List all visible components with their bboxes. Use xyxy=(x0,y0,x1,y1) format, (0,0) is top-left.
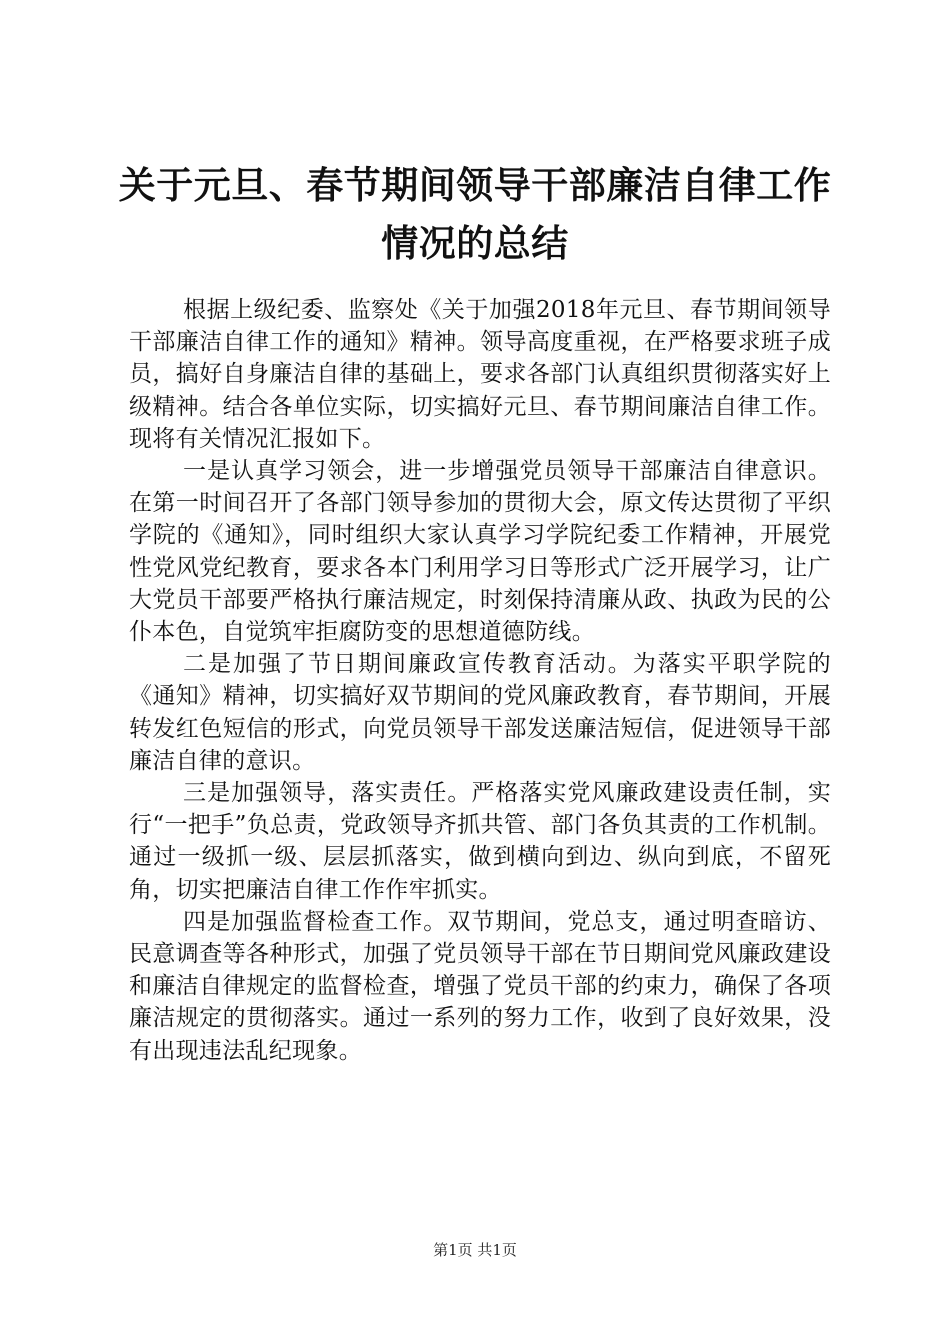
paragraph-point-1: 一是认真学习领会，进一步增强党员领导干部廉洁自律意识。在第一时间召开了各部门领导参加的贯彻大会，原文传达贯彻了平织学院的《通知》，同时组织大家认真学习学院纪委工作精神，开展党性党风党纪教育，要求各本门利用学习日等形式广泛开展学习，让广大党员干部要严格执行廉洁规定，时刻保持清廉从政、执政为民的公仆本色，自觉筑牢拒腐防变的思想道德防线。 xyxy=(129,458,831,646)
paragraph-point-2: 二是加强了节日期间廉政宣传教育活动。为落实平职学院的《通知》精神，切实搞好双节期间的党风廉政教育，春节期间，开展转发红色短信的形式，向党员领导干部发送廉洁短信，促进领导干部廉洁自律的意识。 xyxy=(129,651,831,774)
document-body xyxy=(129,294,831,1067)
document-title: 关于元旦、春节期间领导干部廉洁自律工作情况的总结 xyxy=(118,163,832,265)
paragraph-intro: 根据上级纪委、监察处《关于加强2018年元旦、春节期间领导干部廉洁自律工作的通知》精神。领导高度重视，在严格要求班子成员，搞好自身廉洁自律的基础上，要求各部门认真组织贯彻落实好上级精神。结合各单位实际，切实搞好元旦、春节期间廉洁自律工作。现将有关情况汇报如下。 xyxy=(129,297,831,452)
paragraph-point-4: 四是加强监督检查工作。双节期间，党总支，通过明查暗访、民意调查等各种形式，加强了党员领导干部在节日期间党风廉政建设和廉洁自律规定的监督检查，增强了党员干部的约束力，确保了各项廉洁规定的贯彻落实。通过一系列的努力工作，收到了良好效果，没有出现违法乱纪现象。 xyxy=(129,908,831,1064)
paragraph-point-3: 三是加强领导，落实责任。严格落实党风廉政建设责任制，实行“一把手”负总责，党政领导齐抓共管、部门各负其责的工作机制。通过一级抓一级、层层抓落实，做到横向到边、纵向到底，不留死角，切实把廉洁自律工作作牢抓实。 xyxy=(129,780,831,903)
page-number-footer: 第1页 共1页 xyxy=(433,1241,517,1259)
